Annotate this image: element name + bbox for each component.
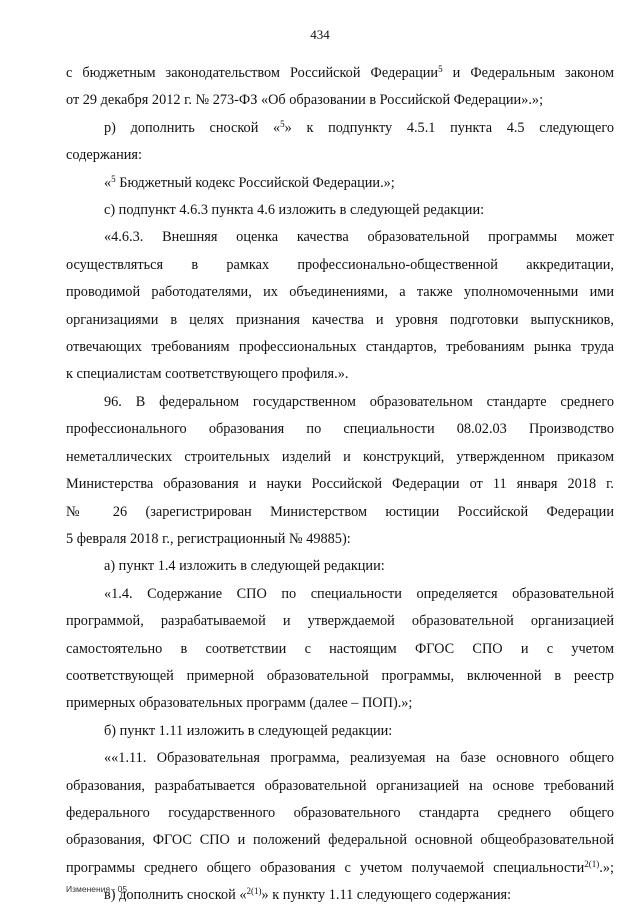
text-line: с) подпункт 4.6.3 пункта 4.6 изложить в следующей редакции: (104, 202, 485, 219)
text-line: образования, разрабатывается образовательной организацией на основе требований (66, 777, 614, 794)
text-line: в) дополнить сноской «$^{2(1)}$» к пункту 1.11 следующего содержания: (104, 886, 512, 904)
text-line: 96. В федеральном государственном образовательном стандарте среднего (104, 393, 614, 410)
footnote-ref: 2(1) (246, 886, 262, 897)
footnote-ref: 5 (438, 64, 443, 74)
text-line: а) пункт 1.4 изложить в следующей редакции: (104, 558, 385, 575)
paragraph-1-4 (66, 581, 614, 718)
text-line: «4.6.3. Внешняя оценка качества образовательной программы может (104, 229, 614, 246)
footnote-text: «$^5$ Бюджетный кодекс Российской Федерации.»; (104, 173, 395, 191)
paragraph-96 (66, 389, 614, 553)
text-line: организациями в целях признания качества и уровня подготовки выпускников, (66, 311, 614, 328)
text-line: осуществляться в рамках профессионально-общественной аккредитации, (66, 256, 614, 273)
text-line: № 26 (зарегистрирован Министерством юстиции Российской Федерации (66, 503, 614, 520)
text-line: неметаллических строительных изделий и конструкций, утвержденном приказом (66, 448, 614, 465)
footer-revision: Изменения - 05 (66, 884, 128, 894)
text-line: федерального государственного образовательного стандарта среднего общего (66, 804, 614, 821)
text-line: р) дополнить сноской «$^5$» к подпункту 4.5.1 пункта 4.5 следующего (104, 118, 614, 136)
text-line: образования, ФГОС СПО и положений федеральной основной общеобразовательной (66, 832, 614, 849)
text-line: самостоятельно в соответствии с настоящим ФГОС СПО и с учетом (66, 640, 614, 657)
text-line: проводимой работодателями, их объединениями, а также уполномоченными ими (66, 284, 614, 301)
text-line: от 29 декабря 2012 г. № 273-ФЗ «Об образовании в Российской Федерации».»; (66, 92, 544, 109)
paragraph-1-11 (66, 745, 614, 882)
document-body (66, 60, 614, 910)
text-line: к специалистам соответствующего профиля.». (66, 366, 349, 383)
text-line: соответствующей примерной образовательной программы, включенной в реестр (66, 667, 614, 684)
paragraph-4-6-3 (66, 224, 614, 388)
text-line: с бюджетным законодательством Российской Федерации$^5$ и Федеральным законом (66, 64, 614, 81)
text-line: Министерства образования и науки Российской Федерации от 11 января 2018 г. (66, 476, 614, 493)
text-line: примерных образовательных программ (далее – ПОП).»; (66, 695, 413, 712)
footnote-ref: 5 (280, 118, 285, 129)
page-number: 434 (310, 27, 330, 42)
text-line: программы среднего общего образования с учетом получаемой специальности$^{2(1)}$.»; (66, 858, 614, 876)
text-line: профессионального образования по специальности 08.02.03 Производство (66, 421, 614, 438)
text-line: б) пункт 1.11 изложить в следующей редакции: (104, 722, 393, 739)
footnote-ref: 2(1) (584, 858, 600, 869)
text-line: ««1.11. Образовательная программа, реализуемая на базе основного общего (104, 750, 614, 767)
text-line: 5 февраля 2018 г., регистрационный № 49885): (66, 530, 351, 547)
text-line: отвечающих требованиям профессиональных стандартов, требованиям рынка труда (66, 339, 614, 356)
text-line: содержания: (66, 147, 142, 164)
text-line: «1.4. Содержание СПО по специальности определяется образовательной (104, 585, 614, 602)
text-line: программой, разрабатываемой и утверждаемой образовательной организацией (66, 613, 614, 630)
footnote-ref: 5 (111, 173, 116, 184)
